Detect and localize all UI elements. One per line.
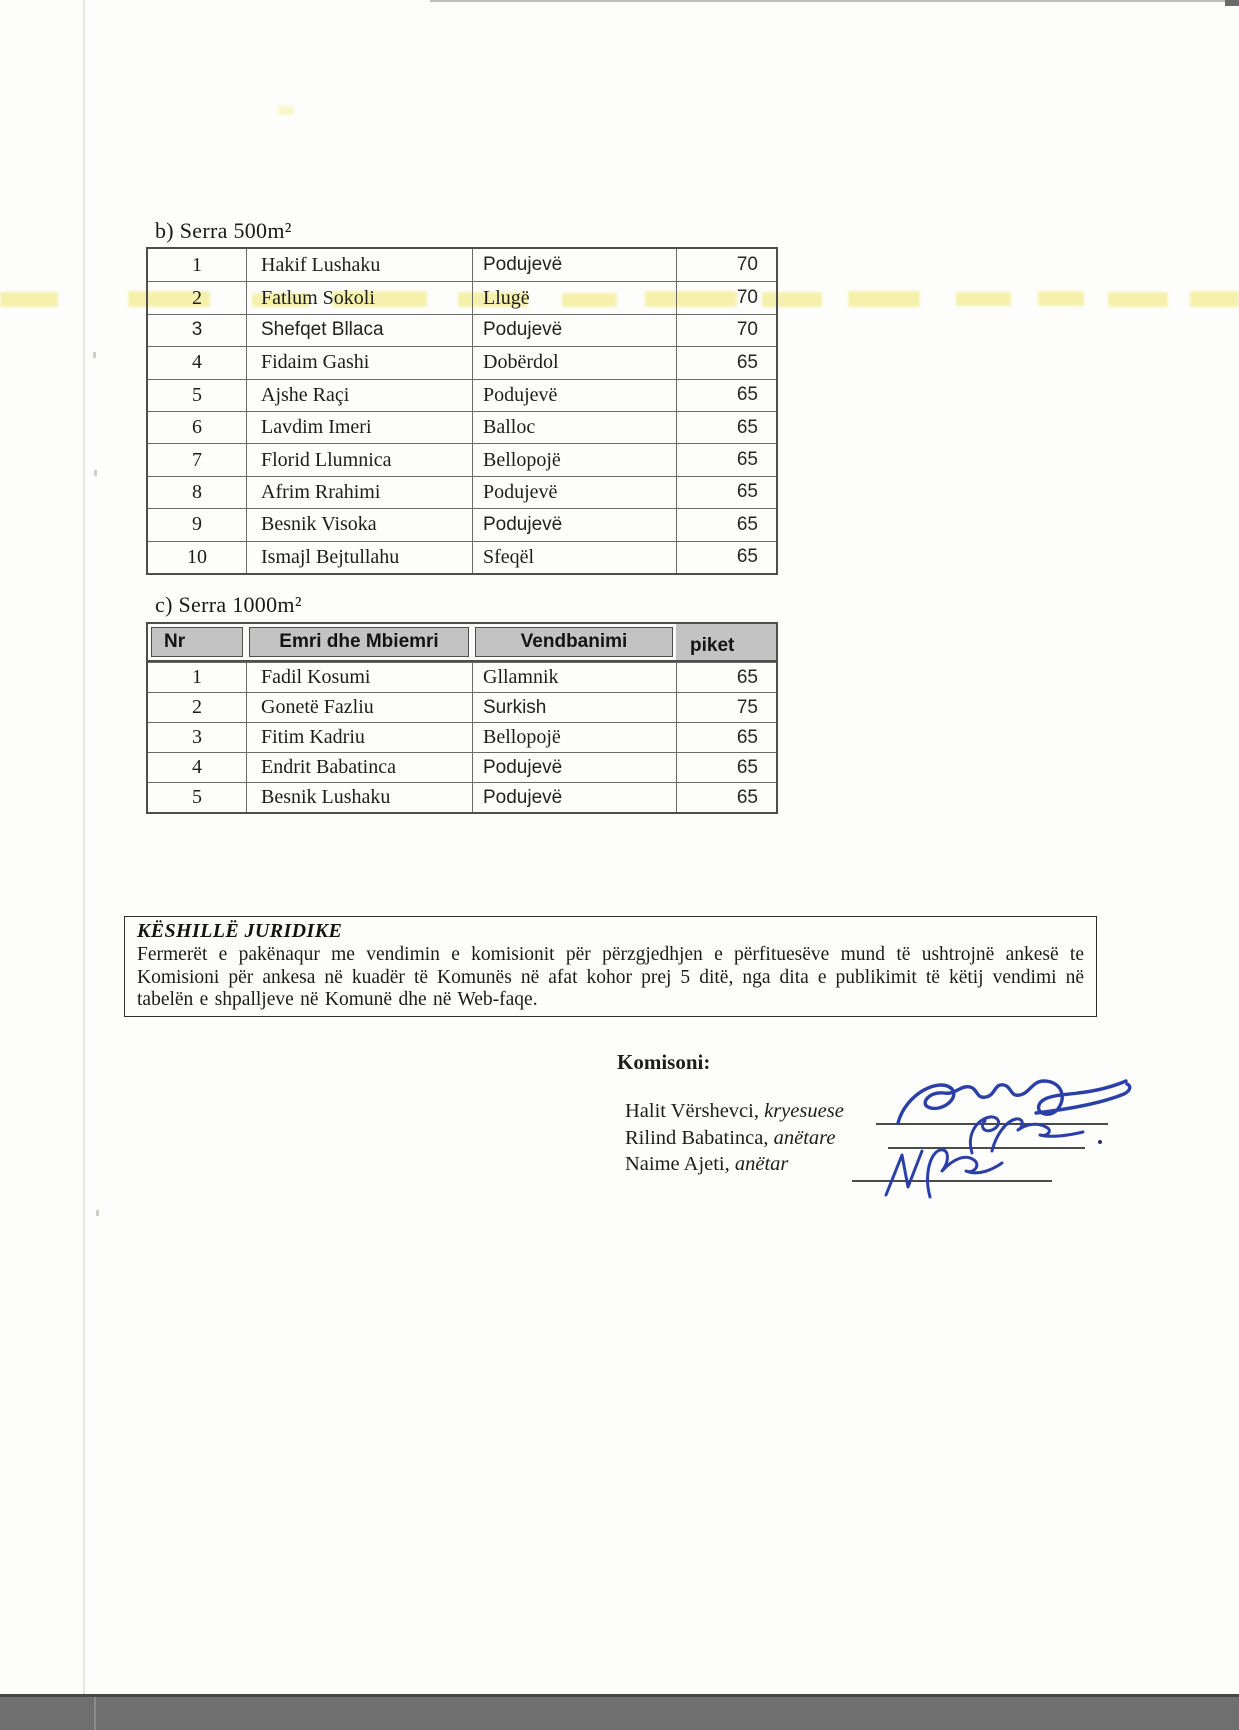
- scan-speck: [96, 1210, 99, 1216]
- table-row: [148, 249, 776, 281]
- cell-points: 65: [676, 783, 776, 812]
- cell-points: 75: [676, 693, 776, 722]
- commission-heading: Komisoni:: [617, 1050, 711, 1074]
- cell-nr: 4: [192, 351, 202, 374]
- serra-500-table: [146, 247, 778, 575]
- section-b-title: b) Serra 500m²: [155, 218, 292, 243]
- scan-edge-line: [83, 0, 85, 1698]
- column-header-points: piket: [676, 624, 776, 660]
- scan-speck: [93, 352, 96, 358]
- cell-name: Afrim Rrahimi: [246, 477, 472, 508]
- cell-place: Podujevë: [472, 753, 676, 782]
- commission-member: [625, 1127, 835, 1150]
- cell-place: Bellopojë: [472, 444, 676, 475]
- cell-name: Ismajl Bejtullahu: [246, 542, 472, 573]
- table-row: [148, 752, 776, 782]
- cell-name: Florid Llumnica: [246, 444, 472, 475]
- cell-name: Lavdim Imeri: [246, 412, 472, 443]
- cell-nr: 5: [192, 786, 202, 808]
- cell-nr: 1: [192, 253, 202, 276]
- table-row: [148, 443, 776, 475]
- cell-nr: 7: [192, 448, 202, 471]
- cell-name: Endrit Babatinca: [246, 753, 472, 782]
- cell-points: 65: [676, 412, 776, 443]
- commission-member-role: kryesuese: [764, 1100, 844, 1122]
- table-row: [148, 782, 776, 812]
- cell-points: 65: [676, 723, 776, 752]
- cell-points: 65: [676, 444, 776, 475]
- cell-name: Ajshe Raçi: [246, 380, 472, 411]
- cell-points: 65: [676, 753, 776, 782]
- cell-points: 65: [676, 347, 776, 378]
- commission-member: [625, 1153, 788, 1176]
- cell-points: 70: [676, 315, 776, 346]
- scan-corner-mark: [1225, 0, 1239, 6]
- cell-place: Podujevë: [472, 509, 676, 540]
- legal-notice-title: KËSHILLË JURIDIKE: [137, 920, 343, 942]
- commission-member-name: Rilind Babatinca,: [625, 1127, 769, 1149]
- cell-points: 70: [676, 282, 776, 313]
- commission-member-name: Naime Ajeti,: [625, 1153, 730, 1175]
- cell-nr: 4: [192, 756, 202, 778]
- cell-nr: 9: [192, 513, 202, 536]
- table-row: [148, 692, 776, 722]
- commission-member-role: anëtare: [773, 1127, 836, 1149]
- serra-1000-table: [146, 622, 778, 814]
- cell-nr: 1: [192, 666, 202, 688]
- cell-nr: 3: [192, 726, 202, 748]
- commission-member-role: anëtar: [734, 1153, 789, 1175]
- cell-points: 65: [676, 380, 776, 411]
- signature-1-ink: [898, 1081, 1130, 1123]
- cell-place: Podujevë: [472, 249, 676, 281]
- cell-nr: 2: [192, 696, 202, 718]
- cell-place: Bellopojë: [472, 723, 676, 752]
- table-row: [148, 541, 776, 573]
- signature-2-ink: [970, 1117, 1083, 1153]
- commission-member-name: Halit Vërshevci,: [625, 1100, 759, 1122]
- table-row: [148, 476, 776, 508]
- column-header-name: Emri dhe Mbiemri: [249, 627, 469, 657]
- cell-name: Fadil Kosumi: [246, 663, 472, 692]
- cell-points: 65: [676, 509, 776, 540]
- table-row: [148, 722, 776, 752]
- cell-place: Podujevë: [472, 477, 676, 508]
- cell-name: Hakif Lushaku: [246, 249, 472, 281]
- table-row: [148, 379, 776, 411]
- cell-place: Surkish: [472, 693, 676, 722]
- cell-points: 65: [676, 542, 776, 573]
- table-row: [148, 662, 776, 692]
- cell-place: Gllamnik: [472, 663, 676, 692]
- cell-nr: 2: [192, 286, 202, 309]
- cell-place: Llugë: [472, 282, 676, 313]
- cell-points: 65: [676, 477, 776, 508]
- table-header-row: [148, 624, 776, 662]
- column-header-nr: Nr: [151, 627, 243, 657]
- commission-member: [625, 1100, 844, 1123]
- cell-points: 65: [676, 663, 776, 692]
- cell-name: Besnik Visoka: [246, 509, 472, 540]
- table-row: [148, 314, 776, 346]
- cell-place: Podujevë: [472, 315, 676, 346]
- scanner-bed-band: [0, 1697, 1239, 1730]
- cell-name: Fatlum Sokoli: [246, 282, 472, 313]
- cell-nr: 3: [191, 319, 203, 341]
- cell-name: Besnik Lushaku: [246, 783, 472, 812]
- cell-nr: 8: [192, 480, 202, 503]
- table-row: [148, 508, 776, 540]
- column-header-place: Vendbanimi: [475, 627, 673, 657]
- cell-place: Podujevë: [472, 380, 676, 411]
- cell-nr: 5: [192, 383, 202, 406]
- scan-top-edge: [430, 0, 1239, 2]
- cell-name: Fitim Kadriu: [246, 723, 472, 752]
- cell-name: Shefqet Bllaca: [246, 315, 472, 346]
- cell-nr: 6: [192, 416, 202, 439]
- cell-place: Podujevë: [472, 783, 676, 812]
- section-c-title: c) Serra 1000m²: [155, 592, 302, 617]
- cell-place: Sfeqël: [472, 542, 676, 573]
- legal-notice-box: [124, 916, 1097, 1017]
- table-row: [148, 411, 776, 443]
- cell-points: 70: [676, 249, 776, 281]
- cell-name: Fidaim Gashi: [246, 347, 472, 378]
- scan-speck: [94, 470, 97, 476]
- handwritten-signatures: [840, 1055, 1170, 1215]
- cell-place: Dobërdol: [472, 347, 676, 378]
- cell-name: Gonetë Fazliu: [246, 693, 472, 722]
- cell-nr: 10: [187, 545, 207, 568]
- legal-notice-body: Fermerët e pakënaqur me vendimin e komisionit për përzgjedhjen e përfituesëve mund të ushtrojnë ankesë te Komisioni për ankesa në kuadër të Komunës në afat kohor prej 5 ditë, nga dita e publikimit të këtij vendimi në tabelën e shpalljeve në Komunë dhe në Web-faqe.: [137, 944, 1084, 1010]
- cell-place: Balloc: [472, 412, 676, 443]
- table-row: [148, 281, 776, 313]
- signature-3-ink: [886, 1150, 1002, 1197]
- table-row: [148, 346, 776, 378]
